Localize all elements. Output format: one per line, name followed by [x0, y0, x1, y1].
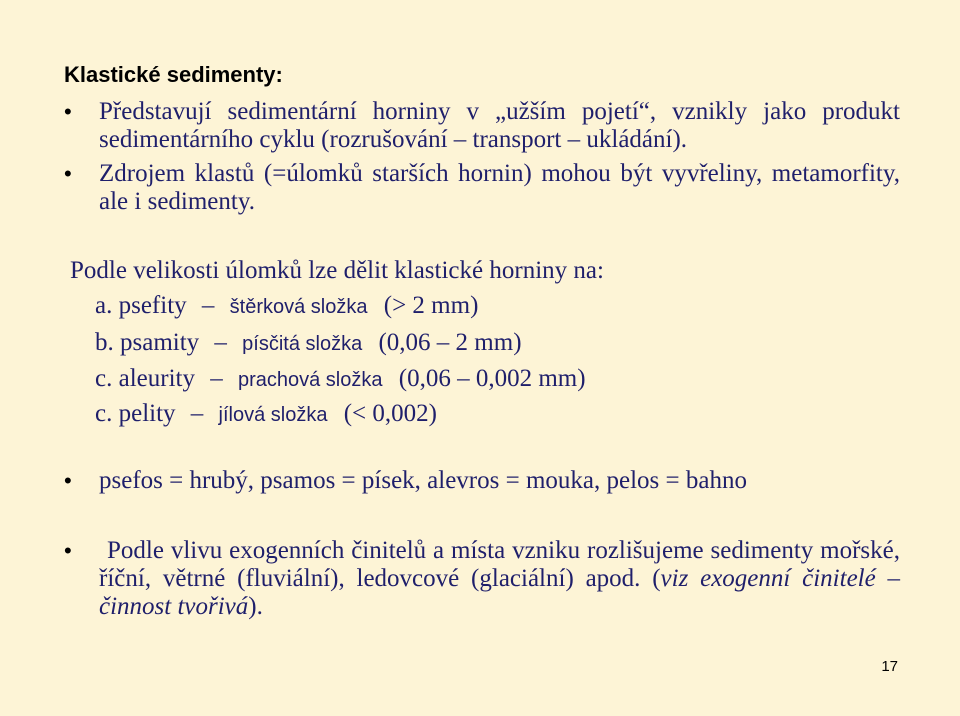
- bullet-item-origin: [64, 537, 900, 621]
- page-number: 17: [881, 658, 898, 675]
- class-name: aleurity: [118, 365, 195, 392]
- class-row: [95, 329, 522, 357]
- class-dash: –: [190, 400, 204, 427]
- class-dash: –: [214, 329, 227, 356]
- bullet-text: [99, 537, 900, 621]
- bullet-dot: •: [64, 161, 72, 186]
- slide-title: Klastické sedimenty:: [64, 62, 283, 87]
- bullet-dot: •: [64, 538, 72, 563]
- bullet-text: Zdrojem klastů (=úlomků starších hornin) mohou být vyvřeliny, metamorfity, ale i sedimenty.: [99, 160, 900, 215]
- class-range: (0,06 – 0,002 mm): [398, 365, 586, 392]
- class-component: písčitá složka: [242, 333, 363, 355]
- class-range: (0,06 – 2 mm): [378, 329, 522, 356]
- class-range: (< 0,002): [343, 400, 437, 427]
- ref-open: (: [652, 565, 661, 592]
- class-row: [95, 365, 586, 393]
- class-name: psamity: [120, 329, 200, 356]
- ref-close: ).: [248, 593, 263, 620]
- class-letter: c.: [95, 365, 113, 392]
- class-component: štěrková složka: [229, 296, 368, 318]
- bullet-dot: •: [64, 99, 72, 124]
- bullet-text: Představují sedimentární horniny v „užším pojetí“, vznikly jako produkt sedimentárního cyklu (rozrušování – transport – ukládání).: [99, 98, 900, 153]
- class-letter: b.: [95, 329, 114, 356]
- class-name: pelity: [118, 400, 176, 427]
- bullet-item-etymology: [64, 467, 900, 495]
- origin-text: Podle vlivu exogenních činitelů a místa vzniku rozlišujeme sedimenty mořské, říční, větrné (fluviální), ledovcové (glaciální) apod.: [99, 537, 900, 592]
- class-row: [95, 292, 478, 320]
- classification-intro: Podle velikosti úlomků lze dělit klastické horniny na:: [70, 257, 604, 284]
- class-letter: a.: [95, 292, 113, 319]
- bullet-item-sources: [64, 160, 900, 216]
- class-component: jílová složka: [218, 404, 328, 426]
- bullet-dot: •: [64, 468, 72, 493]
- bullet-item-definition: [64, 98, 900, 154]
- class-row: [95, 400, 437, 428]
- class-letter: c.: [95, 400, 113, 427]
- class-name: psefity: [118, 292, 187, 319]
- class-dash: –: [210, 365, 223, 392]
- class-range: (> 2 mm): [383, 292, 479, 319]
- bullet-text: psefos = hrubý, psamos = písek, alevros = mouka, pelos = bahno: [99, 467, 747, 494]
- class-component: prachová složka: [237, 369, 383, 391]
- class-dash: –: [201, 292, 215, 319]
- ref-italic: viz exogenní činitelé – činnost tvořivá: [99, 565, 901, 620]
